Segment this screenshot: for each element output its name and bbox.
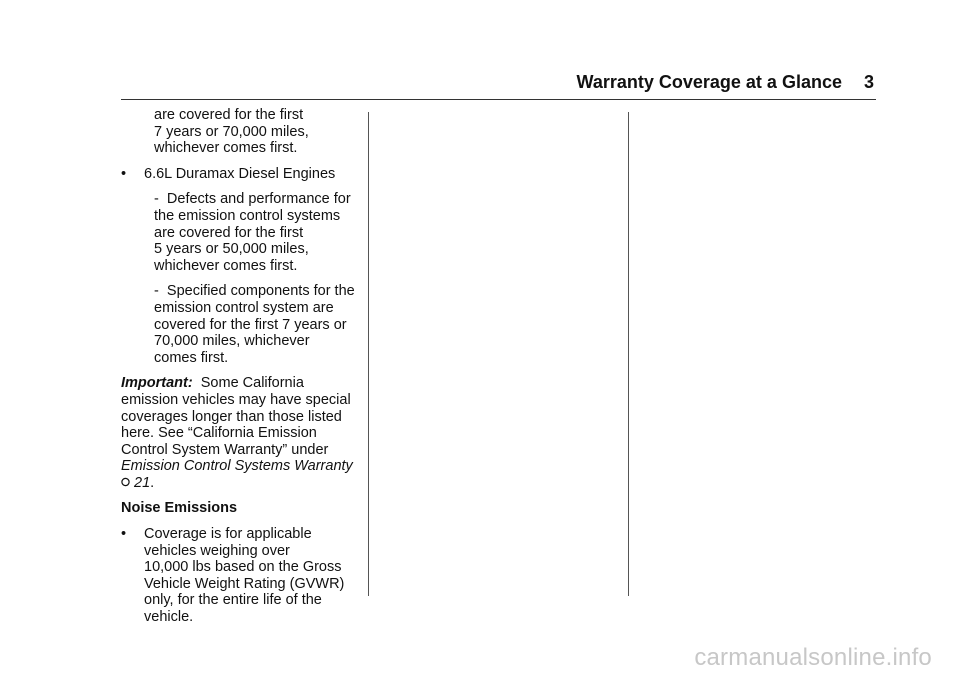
ref-page-number: 21 (134, 474, 151, 491)
text-line: covered for the first 7 years or (154, 316, 347, 333)
continued-text (121, 107, 361, 157)
text-line: only, for the entire life of the (144, 592, 322, 609)
list-item-text: 6.6L Duramax Diesel Engines (144, 165, 336, 182)
sub-item-first-line (144, 191, 361, 208)
section-heading: Noise Emissions (121, 500, 238, 517)
column-divider-2 (628, 112, 629, 596)
sub-item-text: Specified components for the (166, 283, 355, 300)
bullet-marker: • (121, 526, 127, 543)
header-title: Warranty Coverage at a Glance (576, 72, 842, 92)
page-ref-icon (121, 475, 130, 492)
important-text: Some California (200, 375, 304, 392)
page-number: 3 (863, 72, 874, 92)
ref-period: . (150, 474, 155, 491)
cross-reference-page[interactable] (121, 475, 361, 492)
list-item (121, 526, 361, 626)
text-line: emission vehicles may have special (121, 391, 351, 408)
sub-list-item (121, 191, 361, 274)
cross-reference-title[interactable]: Emission Control Systems Warranty (121, 458, 353, 475)
text-line: are covered for the first (154, 224, 304, 241)
important-first-line (121, 375, 361, 392)
column-divider-1 (368, 112, 369, 596)
text-line: comes first. (154, 349, 229, 366)
text-line: are covered for the first (154, 107, 304, 123)
text-line: vehicles weighing over (144, 542, 290, 559)
text-line: 70,000 miles, whichever (154, 333, 310, 350)
text-line: Coverage is for applicable (144, 526, 312, 543)
important-label: Important: (121, 375, 193, 392)
text-line: vehicle. (144, 609, 194, 626)
text-line: the emission control systems (154, 207, 341, 224)
text-line: 5 years or 50,000 miles, (154, 241, 309, 258)
text-line: coverages longer than those listed (121, 408, 342, 425)
text-line: here. See “California Emission (121, 425, 317, 442)
text-line: Control System Warranty” under (121, 441, 329, 458)
sub-list-item (121, 283, 361, 366)
bullet-marker: • (121, 165, 127, 182)
text-line: Vehicle Weight Rating (GVWR) (144, 575, 345, 592)
text-column-1 (121, 107, 361, 626)
list-item (121, 166, 361, 183)
text-line: 10,000 lbs based on the Gross (144, 559, 342, 576)
text-line: emission control system are (154, 299, 334, 316)
dash-marker: - (154, 191, 159, 208)
text-line: 7 years or 70,000 miles, (154, 123, 309, 140)
sub-item-first-line (144, 283, 361, 300)
dash-marker: - (154, 283, 159, 300)
sub-item-text: Defects and performance for (166, 191, 351, 208)
important-note (121, 375, 361, 491)
header-rule (121, 99, 876, 100)
text-line: whichever comes first. (154, 140, 298, 157)
text-line: whichever comes first. (154, 257, 298, 274)
watermark: carmanualsonline.info (694, 644, 932, 671)
page-header (577, 72, 874, 93)
